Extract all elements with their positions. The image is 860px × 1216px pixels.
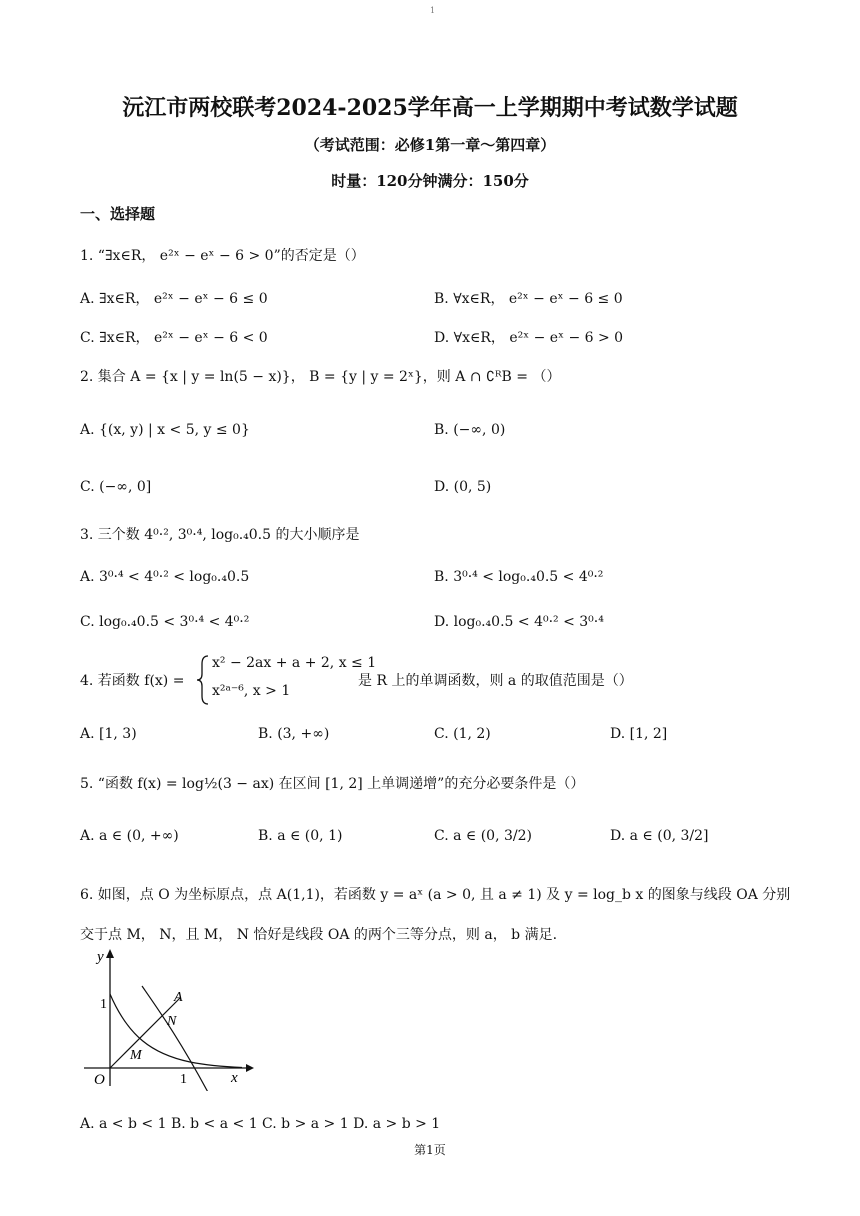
y-axis-arrow-icon: [106, 949, 114, 958]
question-4-case-2: x²ᵃ⁻⁶, x > 1: [212, 683, 291, 699]
y-axis-label: y: [97, 949, 104, 965]
point-n-label: N: [167, 1014, 177, 1029]
page-footer: 第1页: [414, 1143, 446, 1157]
question-2-option-d: D. (0, 5): [434, 479, 492, 495]
point-a-label: A: [174, 990, 183, 1005]
question-2-stem: 2. 集合 A = {x | y = ln(5 − x)}， B = {y | y = 2ˣ}，则 A ∩ ∁ᴿB = （）: [80, 369, 561, 385]
question-4-option-c: C. (1, 2): [434, 726, 491, 742]
point-m-label: M: [130, 1048, 142, 1063]
question-3-option-c: C. log₀.₄0.5 < 3⁰·⁴ < 4⁰·²: [80, 614, 250, 630]
question-5-stem: 5. “函数 f(x) = log½(3 − ax) 在区间 [1, 2] 上单调递增”的充分必要条件是（）: [80, 776, 585, 792]
question-3-option-a: A. 3⁰·⁴ < 4⁰·² < log₀.₄0.5: [80, 569, 250, 585]
question-4-brace-icon: [196, 654, 210, 706]
question-1-option-c: C. ∃x∈R， e²ˣ − eˣ − 6 < 0: [80, 330, 268, 346]
question-6-figure: [80, 946, 255, 1091]
origin-label: O: [94, 1072, 105, 1088]
question-1-option-d: D. ∀x∈R， e²ˣ − eˣ − 6 > 0: [434, 330, 624, 346]
question-3-option-d: D. log₀.₄0.5 < 4⁰·² < 3⁰·⁴: [434, 614, 604, 630]
x-axis-label: x: [231, 1070, 238, 1086]
question-5-option-d: D. a ∈ (0, 3/2]: [610, 828, 709, 844]
x-one-label: 1: [180, 1072, 187, 1087]
question-4-option-d: D. [1, 2]: [610, 726, 668, 742]
question-5-option-b: B. a ∈ (0, 1): [258, 828, 343, 844]
question-3-option-b: B. 3⁰·⁴ < log₀.₄0.5 < 4⁰·²: [434, 569, 604, 585]
section-heading: 一、选择题: [80, 205, 156, 223]
y-one-label: 1: [100, 997, 107, 1012]
exam-scope: （考试范围：必修1第一章～第四章）: [304, 136, 556, 154]
question-4-case-1: x² − 2ax + a + 2, x ≤ 1: [212, 655, 377, 671]
question-2-option-a: A. {(x, y) | x < 5, y ≤ 0}: [80, 422, 250, 438]
exam-time-score: 时量：120分钟满分：150分: [331, 172, 529, 190]
question-1-option-a: A. ∃x∈R， e²ˣ − eˣ − 6 ≤ 0: [80, 291, 268, 307]
question-2-option-b: B. (−∞, 0): [434, 422, 506, 438]
question-5-option-c: C. a ∈ (0, 3/2): [434, 828, 532, 844]
question-4-option-b: B. (3, +∞): [258, 726, 330, 742]
question-6-stem-line-1: 6. 如图，点 O 为坐标原点，点 A(1,1)，若函数 y = aˣ (a > 0, 且 a ≠ 1) 及 y = log_b x 的图象与线段 OA 分别: [80, 887, 791, 903]
question-4-stem-prefix: 4. 若函数 f(x) =: [80, 673, 185, 689]
exam-title: 沅江市两校联考2024-2025学年高一上学期期中考试数学试题: [122, 95, 738, 121]
question-4-stem-suffix: 是 R 上的单调函数，则 a 的取值范围是（）: [358, 673, 633, 689]
question-1-option-b: B. ∀x∈R， e²ˣ − eˣ − 6 ≤ 0: [434, 291, 623, 307]
question-5-option-a: A. a ∈ (0, +∞): [80, 828, 179, 844]
question-4-option-a: A. [1, 3): [80, 726, 137, 742]
question-1-stem: 1. “∃x∈R， e²ˣ − eˣ − 6 > 0”的否定是（）: [80, 248, 365, 264]
question-6-stem-line-2: 交于点 M， N，且 M， N 恰好是线段 OA 的两个三等分点，则 a， b 满足.: [80, 927, 558, 943]
question-3-stem: 3. 三个数 4⁰·², 3⁰·⁴, log₀.₄0.5 的大小顺序是: [80, 527, 360, 543]
segment-oa: [110, 998, 180, 1068]
x-axis-arrow-icon: [246, 1064, 254, 1072]
question-2-option-c: C. (−∞, 0]: [80, 479, 152, 495]
question-6-options: A. a < b < 1 B. b < a < 1 C. b > a > 1 D. a > b > 1: [80, 1116, 441, 1132]
page-top-mark: 1: [430, 6, 436, 15]
